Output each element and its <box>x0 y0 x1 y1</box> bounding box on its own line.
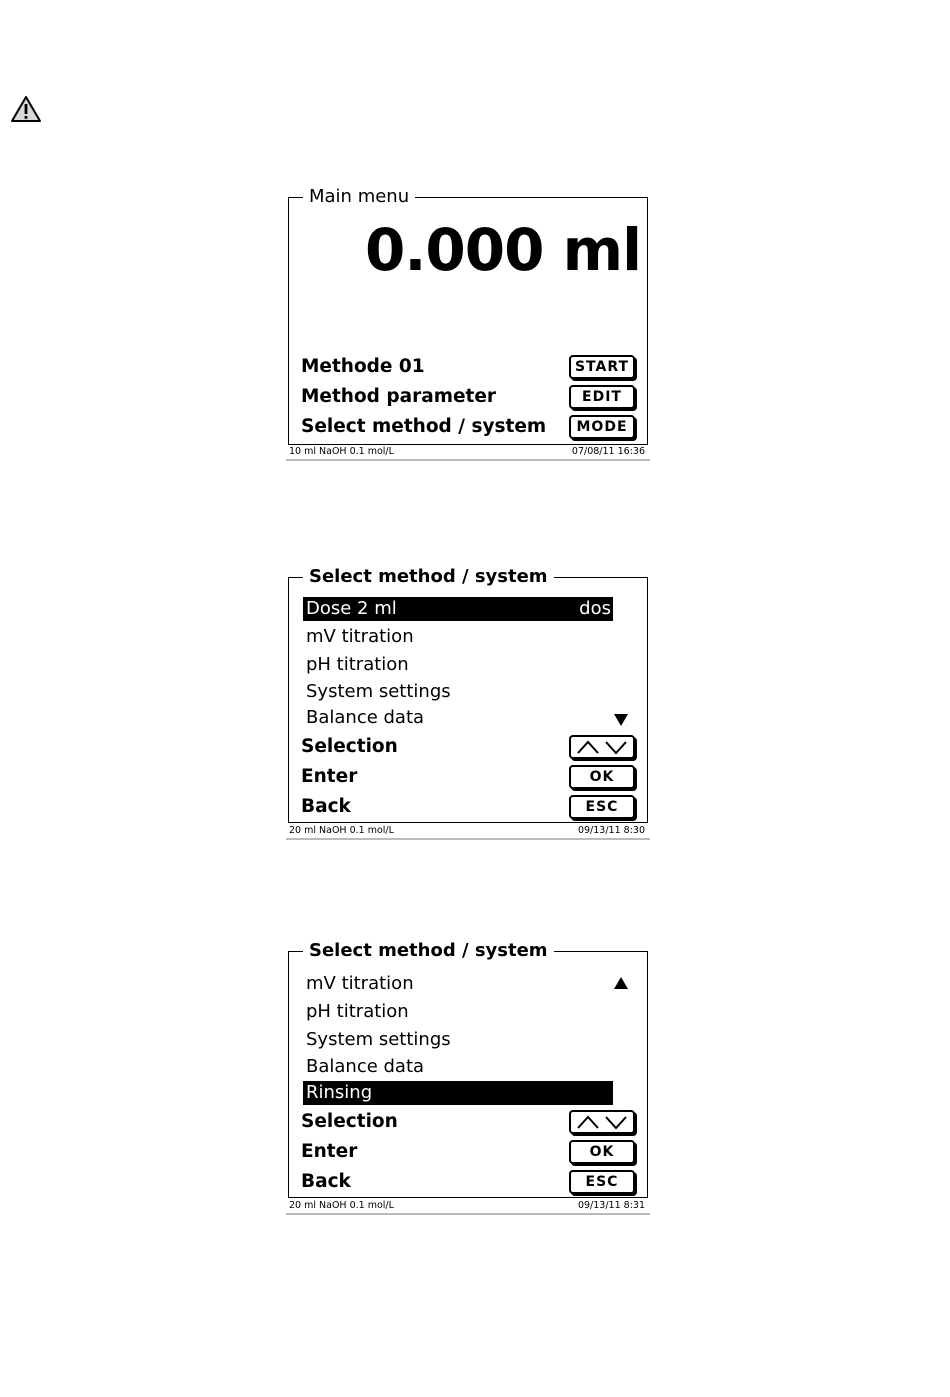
enter-label: Enter <box>301 766 358 787</box>
back-label: Back <box>301 1171 351 1192</box>
date-time: 09/13/11 8:30 <box>577 825 645 836</box>
up-down-button[interactable] <box>569 735 635 759</box>
enter-label: Enter <box>301 1141 358 1162</box>
list-item-label: Dose 2 ml <box>306 598 397 619</box>
warning-icon <box>10 95 42 123</box>
method-type-abbrev: dos <box>579 598 611 619</box>
list-item[interactable]: pH titration <box>306 1001 409 1022</box>
select-method-label: Select method / system <box>301 416 547 437</box>
start-button[interactable]: START <box>569 355 635 379</box>
volume-display: 0.000 ml <box>365 216 641 284</box>
ok-button[interactable]: OK <box>569 765 635 789</box>
up-down-button[interactable] <box>569 1110 635 1134</box>
back-label: Back <box>301 796 351 817</box>
list-item-selected[interactable] <box>303 597 613 621</box>
menu-row-back <box>301 1169 635 1195</box>
select-method-frame <box>288 566 648 823</box>
list-item[interactable]: Balance data <box>306 707 425 728</box>
screen-title: Select method / system <box>303 940 554 962</box>
screen-title: Select method / system <box>303 566 554 588</box>
list-item[interactable]: mV titration <box>306 973 414 994</box>
main-menu-frame <box>288 186 648 445</box>
selection-label: Selection <box>301 736 398 757</box>
edit-button[interactable]: EDIT <box>569 385 635 409</box>
menu-row-parameter <box>301 384 635 410</box>
method-name-label: Methode 01 <box>301 356 425 377</box>
mode-button[interactable]: MODE <box>569 415 635 439</box>
reagent-info: 20 ml NaOH 0.1 mol/L <box>289 825 394 836</box>
menu-row-back <box>301 794 635 820</box>
list-item[interactable]: pH titration <box>306 654 409 675</box>
ok-button[interactable]: OK <box>569 1140 635 1164</box>
screen-title: Main menu <box>303 186 415 208</box>
menu-row-method <box>301 354 635 380</box>
list-item[interactable]: System settings <box>306 681 451 702</box>
select-method-frame <box>288 940 648 1198</box>
status-bar <box>286 824 650 840</box>
scroll-up-icon[interactable] <box>613 976 629 990</box>
list-item[interactable]: System settings <box>306 1029 451 1050</box>
up-down-arrows-icon <box>575 1114 629 1130</box>
date-time: 09/13/11 8:31 <box>577 1200 645 1211</box>
list-item-selected[interactable]: Rinsing <box>303 1081 613 1105</box>
menu-row-selection <box>301 1109 635 1135</box>
select-method-screen-2 <box>286 940 650 1215</box>
menu-row-enter <box>301 1139 635 1165</box>
menu-row-enter <box>301 764 635 790</box>
date-time: 07/08/11 16:36 <box>571 446 645 457</box>
esc-button[interactable]: ESC <box>569 1170 635 1194</box>
selection-label: Selection <box>301 1111 398 1132</box>
status-bar <box>286 1199 650 1215</box>
menu-row-select <box>301 414 635 440</box>
up-down-arrows-icon <box>575 739 629 755</box>
method-parameter-label: Method parameter <box>301 386 497 407</box>
main-menu-screen <box>286 186 650 462</box>
menu-row-selection <box>301 734 635 760</box>
reagent-info: 10 ml NaOH 0.1 mol/L <box>289 446 394 457</box>
status-bar <box>286 445 650 461</box>
scroll-down-icon[interactable] <box>613 713 629 727</box>
list-item[interactable]: mV titration <box>306 626 414 647</box>
select-method-screen-1 <box>286 566 650 839</box>
list-item[interactable]: Balance data <box>306 1056 425 1077</box>
esc-button[interactable]: ESC <box>569 795 635 819</box>
reagent-info: 20 ml NaOH 0.1 mol/L <box>289 1200 394 1211</box>
